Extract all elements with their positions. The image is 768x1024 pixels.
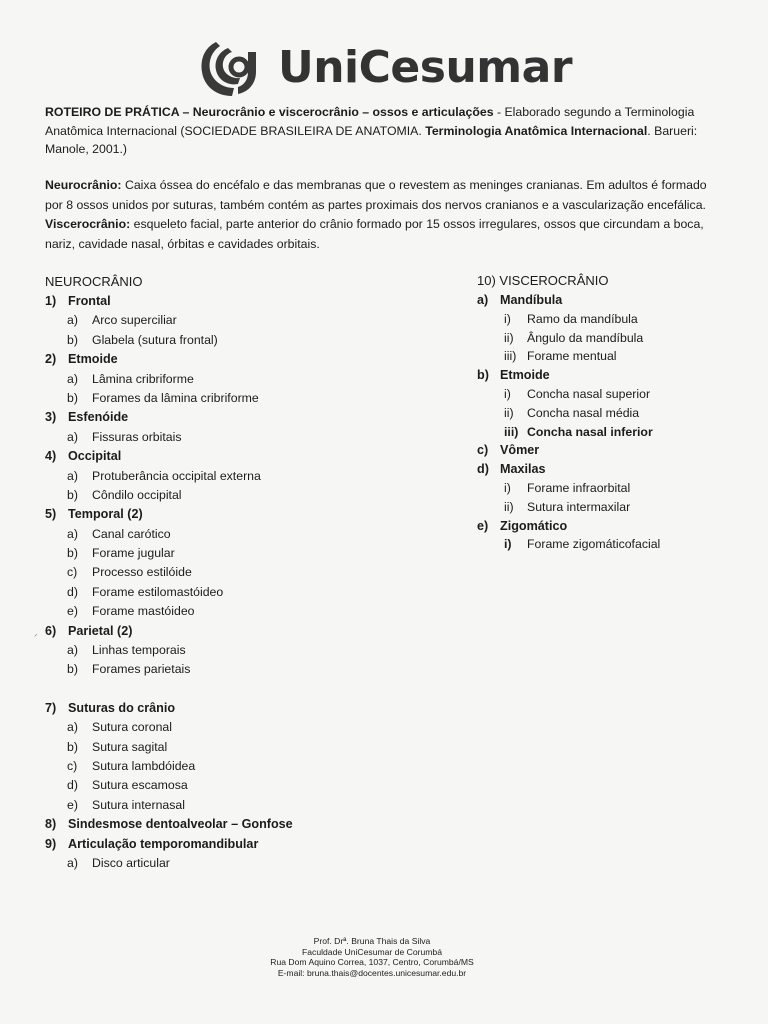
item-number: 5) — [45, 507, 57, 522]
sub-item — [45, 738, 465, 757]
sub-item-label: Sutura lambdóidea — [92, 758, 196, 773]
sub-item-letter: e) — [67, 797, 78, 812]
footer-contact — [0, 936, 744, 978]
list-item — [477, 366, 737, 385]
neurocranio-heading: NEUROCRÂNIO — [45, 274, 143, 289]
sub-item-label: Côndilo occipital — [92, 487, 182, 502]
sub-item-label: Concha nasal média — [527, 405, 640, 420]
sub-item-label: Forame zigomáticofacial — [527, 537, 661, 552]
intro-text-end: . Barueri: Manole, 2001.) — [45, 123, 698, 156]
scan-mark: ᐟ — [34, 632, 38, 642]
item-label: Zigomático — [500, 518, 568, 533]
viscerocranio-list — [477, 271, 737, 554]
sub-item-label: Forame mastóideo — [92, 604, 195, 619]
item-label: Vômer — [500, 443, 540, 458]
item-label: Frontal — [68, 294, 111, 308]
sub-item-numeral: i) — [504, 480, 511, 495]
intro-text: - Elaborado segundo a Terminologia Anatômica Internacional (SOCIEDADE BRASILEIRA DE ANATOMIA. — [45, 105, 695, 138]
sub-item-label: Forames da lâmina cribriforme — [92, 390, 259, 405]
sub-item-numeral: ii) — [504, 499, 514, 514]
sub-item — [45, 757, 465, 776]
list-item — [45, 835, 465, 854]
list-item — [477, 291, 737, 310]
item-label: Temporal (2) — [68, 507, 143, 522]
sub-item-numeral: i) — [504, 537, 512, 552]
sub-item-label: Canal carótico — [92, 526, 171, 541]
sub-item-letter: a) — [67, 643, 78, 658]
list-item — [45, 622, 465, 641]
sub-item-letter: c) — [67, 565, 78, 580]
list-item — [45, 350, 465, 369]
sub-item-label: Concha nasal inferior — [527, 424, 653, 439]
item-number: 4) — [45, 449, 57, 464]
sub-item — [45, 525, 465, 544]
unicesumar-logo-icon — [198, 38, 278, 100]
definition-text: Caixa óssea do encéfalo e das membranas que o revestem as meninges cranianas. Em adultos é formado por 8 ossos unidos por suturas, também contém as partes proximais dos nervos cranianos e a vascularização encefálica. — [45, 178, 707, 212]
practice-title: ROTEIRO DE PRÁTICA – Neurocrânio e viscerocrânio – ossos e articulações — [45, 105, 494, 119]
sub-item — [477, 498, 737, 517]
footer-line: E-mail: bruna.thais@docentes.unicesumar.edu.br — [277, 967, 467, 978]
sub-item-label: Disco articular — [92, 855, 170, 870]
unicesumar-logo — [198, 38, 573, 98]
footer-line: Faculdade UniCesumar de Corumbá — [302, 946, 442, 957]
sub-item-letter: a) — [67, 526, 78, 541]
sub-item-label: Sutura sagital — [92, 739, 168, 754]
sub-item — [45, 428, 465, 447]
sub-item-label: Forame estilomastóideo — [92, 584, 224, 599]
sub-item — [45, 854, 465, 873]
reference-book: Terminologia Anatômica Internacional — [425, 123, 648, 138]
sub-item — [45, 389, 465, 408]
sub-item-letter: b) — [67, 487, 78, 502]
sub-item — [45, 641, 465, 660]
sub-item-label: Glabela (sutura frontal) — [92, 332, 218, 347]
sub-item-numeral: ii) — [504, 405, 514, 420]
sub-item — [45, 796, 465, 815]
sub-item — [45, 544, 465, 563]
sub-item-letter: d) — [67, 778, 78, 793]
sub-item-letter: b) — [67, 546, 78, 561]
sub-item-letter: a) — [67, 429, 78, 444]
sub-item — [477, 329, 737, 348]
item-label: Esfenóide — [68, 410, 129, 425]
sub-item — [45, 311, 465, 330]
footer-line: Rua Dom Aquino Correa, 1037, Centro, Corumbá/MS — [270, 957, 474, 968]
sub-item — [477, 347, 737, 366]
sub-item-letter: a) — [67, 468, 78, 483]
sub-item-numeral: iii) — [504, 349, 517, 364]
list-item — [45, 505, 465, 524]
footer-line: Prof. Drª. Bruna Thais da Silva — [313, 936, 431, 946]
sub-item-letter: a) — [67, 720, 78, 735]
sub-item — [477, 479, 737, 498]
item-label: Occipital — [68, 449, 122, 464]
sub-item — [45, 331, 465, 350]
item-label: Suturas do crânio — [68, 700, 176, 715]
definition-neurocranio — [45, 176, 715, 215]
sub-item — [477, 404, 737, 423]
item-number: 2) — [45, 352, 57, 367]
item-number: 3) — [45, 410, 57, 425]
sub-item-letter: a) — [67, 371, 78, 386]
sub-item-letter: b) — [67, 390, 78, 405]
sub-item-numeral: i) — [504, 386, 511, 401]
list-item — [45, 292, 465, 311]
sub-item — [45, 660, 465, 679]
item-letter: d) — [477, 462, 489, 477]
sub-item-label: Protuberância occipital externa — [92, 468, 261, 483]
definition-text: esqueleto facial, parte anterior do crânio formado por 15 ossos irregulares, ossos que circundam a boca, nariz, cavidade nasal, órbitas e cavidades orbitais. — [45, 217, 704, 251]
sub-item-label: Forame jugular — [92, 546, 175, 561]
sub-item — [45, 486, 465, 505]
item-label: Sindesmose dentoalveolar – Gonfose — [68, 817, 293, 832]
list-item — [45, 447, 465, 466]
sub-item-label: Lâmina cribriforme — [92, 371, 194, 386]
item-number: 6) — [45, 623, 57, 638]
item-label: Parietal (2) — [68, 623, 133, 638]
item-letter: b) — [477, 368, 489, 383]
sub-item-numeral: iii) — [504, 424, 519, 439]
sub-item — [45, 583, 465, 602]
sub-item-letter: e) — [67, 604, 78, 619]
sub-item-label: Forame infraorbital — [527, 480, 631, 495]
sub-item-letter: b) — [67, 332, 78, 347]
list-item — [477, 460, 737, 479]
sub-item-label: Sutura internasal — [92, 797, 185, 812]
definition-term: Neurocrânio: — [45, 178, 122, 192]
sub-item — [45, 370, 465, 389]
list-item — [477, 517, 737, 536]
sub-item-label: Sutura coronal — [92, 720, 172, 735]
sub-item-label: Forames parietais — [92, 662, 191, 677]
sub-item — [477, 385, 737, 404]
sub-item-numeral: i) — [504, 311, 511, 326]
item-letter: a) — [477, 293, 489, 307]
definitions — [45, 176, 715, 254]
neurocranio-list — [45, 272, 465, 873]
item-number: 9) — [45, 836, 57, 851]
sub-item-letter: a) — [67, 855, 78, 870]
item-number: 7) — [45, 700, 57, 715]
list-item — [45, 699, 465, 718]
list-item — [45, 408, 465, 427]
sub-item — [45, 467, 465, 486]
sub-item-label: Concha nasal superior — [527, 386, 651, 401]
sub-item — [477, 310, 737, 329]
sub-item-letter: a) — [67, 313, 78, 328]
sub-item-label: Sutura intermaxilar — [527, 499, 631, 514]
sub-item-letter: b) — [67, 662, 78, 677]
definition-term: Viscerocrânio: — [45, 217, 131, 231]
sub-item-label: Linhas temporais — [92, 643, 186, 658]
sub-item-label: Ângulo da mandíbula — [527, 330, 644, 345]
sub-item-letter: b) — [67, 739, 78, 754]
item-label: Etmoide — [500, 368, 550, 383]
item-label: Articulação temporomandibular — [68, 836, 259, 851]
spacer — [45, 680, 465, 699]
item-letter: c) — [477, 443, 489, 458]
item-letter: e) — [477, 518, 489, 533]
sub-item — [45, 563, 465, 582]
item-label: Etmoide — [68, 352, 118, 367]
sub-item-numeral: ii) — [504, 330, 514, 345]
intro-paragraph — [45, 103, 715, 159]
sub-item-label: Fissuras orbitais — [92, 429, 182, 444]
sub-item — [45, 776, 465, 795]
item-number: 8) — [45, 817, 57, 832]
viscerocranio-heading: 10) VISCEROCRÂNIO — [477, 273, 609, 288]
definition-viscerocranio — [45, 215, 715, 254]
list-item — [477, 441, 737, 460]
sub-item-letter: c) — [67, 758, 78, 773]
sub-item-label: Forame mentual — [527, 349, 617, 364]
sub-item — [477, 423, 737, 442]
sub-item-label: Ramo da mandíbula — [527, 311, 638, 326]
item-number: 1) — [45, 294, 57, 308]
list-item — [45, 815, 465, 834]
item-label: Maxilas — [500, 462, 546, 477]
sub-item-label: Processo estilóide — [92, 565, 192, 580]
sub-item-letter: d) — [67, 584, 78, 599]
sub-item-label: Sutura escamosa — [92, 778, 188, 793]
logo-wordmark: UniCesumar — [278, 42, 573, 93]
sub-item — [477, 535, 737, 554]
sub-item — [45, 602, 465, 621]
item-label: Mandíbula — [500, 293, 563, 307]
sub-item — [45, 718, 465, 737]
sub-item-label: Arco superciliar — [92, 313, 177, 328]
